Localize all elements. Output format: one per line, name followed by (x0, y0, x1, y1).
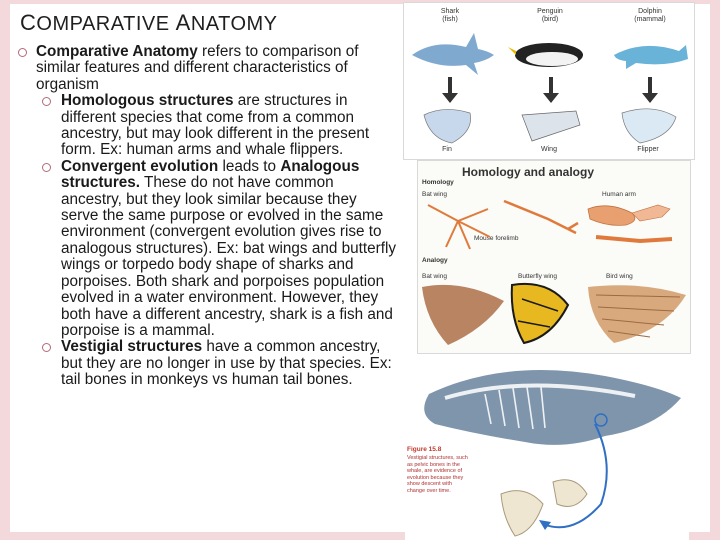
homology-label: Homology (422, 179, 454, 186)
homology-analogy-illustration (418, 161, 690, 353)
title-cap-2: A (175, 10, 191, 35)
slide-body (16, 44, 398, 389)
butterfly-wing-label: Butterfly wing (518, 273, 558, 280)
definition-comparative-anatomy: refers to comparison of similar features and different characteristics of organism (36, 43, 359, 93)
whale-skeleton-illustration (405, 354, 689, 540)
term-convergent-evolution: Convergent evolution (61, 157, 219, 175)
shark-label: Shark (fish) (440, 8, 460, 23)
title-rest-1: OMPARATIVE (36, 13, 176, 35)
arrow-down-icon (642, 77, 658, 103)
term-vestigial: Vestigial structures (61, 338, 203, 356)
analogy-label: Analogy (422, 257, 448, 264)
bullet-homologous (40, 93, 398, 159)
term-comparative-anatomy: Comparative Anatomy (36, 43, 198, 60)
bullet-ring-icon (42, 163, 51, 172)
figure-caption-text: Vestigial structures, such as pelvic bones in the whale, are evidence of evolution because they show descent with change over time. (407, 455, 468, 494)
slide-title (20, 10, 278, 36)
fin-icon (424, 109, 471, 143)
bat-wing-label: Bat wing (422, 191, 447, 198)
human-arm-label: Human arm (602, 191, 636, 198)
bullet-ring-icon (42, 343, 51, 352)
fin-wing-flipper-illustration (404, 3, 694, 159)
term-homologous: Homologous structures (61, 92, 234, 110)
arrow-down-icon (442, 77, 458, 103)
homology-analogy-title: Homology and analogy (462, 165, 595, 179)
bullet-vestigial (40, 339, 398, 388)
bird-wing-label: Bird wing (606, 273, 633, 280)
penguin-label: Penguin (bird) (537, 8, 563, 23)
dolphin-icon (614, 45, 688, 69)
human-arm-icon (588, 205, 672, 241)
mouse-forelimb-label: Mouse forelimb (474, 235, 519, 242)
wing-label: Wing (541, 146, 557, 153)
figure-whale-vestigial (405, 354, 689, 540)
arrow-down-icon (543, 77, 559, 103)
pelvic-bone-icon (553, 480, 587, 507)
bat-wing-icon (422, 285, 504, 345)
figure-homology-analogy (417, 160, 691, 354)
term-analogous: Analogous structures. (61, 157, 360, 192)
dolphin-label: Dolphin (mammal) (634, 8, 666, 23)
figure-fin-wing-flipper (403, 2, 695, 160)
figure-column (401, 0, 693, 540)
bullet-comparative-anatomy (16, 44, 398, 93)
text-leads-to: leads to (218, 157, 281, 175)
bat-wing-bones-icon (428, 205, 490, 249)
mouse-forelimb-icon (504, 201, 578, 233)
bullet-convergent (40, 159, 398, 339)
definition-analogous: These do not have common ancestry, but they look similar because they serve the same purpose or evolved in the same environment (convergent evolution gives rise to analogous structures). Ex: bat wings and butterfly wings or torpedo body shape of sharks and porpoises. Both shark and porpoises population evolved in a water environment. However, they both have a different ancestry, shark is a fish and porpoise is a mammal. (61, 174, 397, 339)
figure-caption-title: Figure 15.8 (407, 446, 442, 453)
fin-label: Fin (442, 146, 452, 153)
title-rest-2: NATOMY (190, 13, 278, 35)
butterfly-wing-icon (512, 284, 568, 343)
title-cap-1: C (20, 10, 37, 35)
definition-vestigial: have a common ancestry, but they are no longer in use by that species. Ex: tail bones in monkeys vs human tail bones. (61, 338, 392, 389)
wing-icon (522, 111, 580, 141)
flipper-label: Flipper (637, 146, 659, 153)
definition-homologous: are structures in different species that come from a common ancestry, but may look different in the present form. Ex: human arms and whale flippers. (61, 92, 370, 159)
whale-body-icon (424, 370, 681, 445)
shark-icon (412, 33, 494, 75)
pelvic-bone-icon (501, 491, 543, 536)
bird-wing-icon (588, 285, 686, 343)
bullet-ring-icon (42, 97, 51, 106)
flipper-icon (622, 109, 676, 143)
bullet-ring-icon (18, 48, 27, 57)
bat-wing-label-2: Bat wing (422, 273, 447, 280)
